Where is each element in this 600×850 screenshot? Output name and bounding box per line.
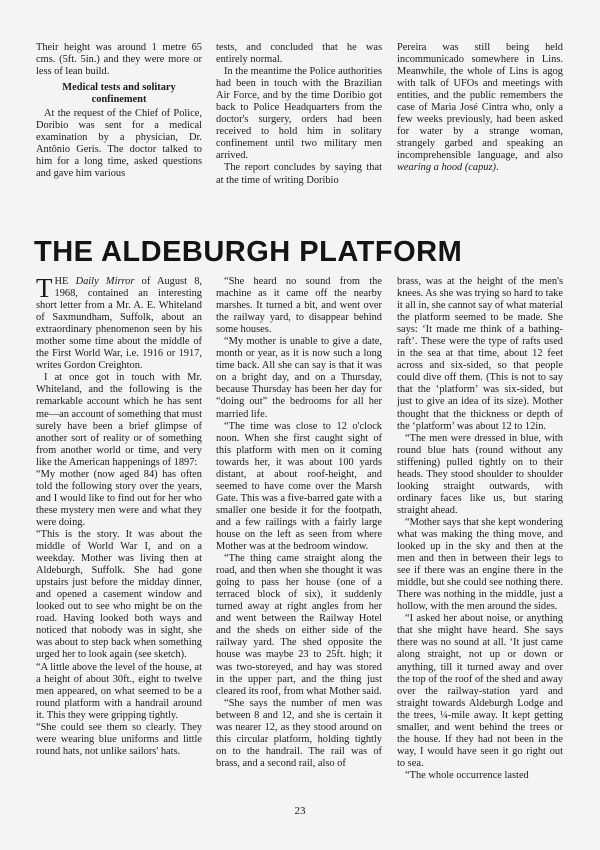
- paragraph: “Mother says that she kept wondering what was making the thing move, and looked up in the sky and then at the men and then in between their legs to see if there was an engine there in the middle, but she could see nothing there. There was nothing in the middle, just a hollow, with the men around the sides.: [397, 516, 563, 613]
- text-run: .: [496, 162, 499, 174]
- article-column-3: [397, 276, 563, 791]
- italic-text: Daily Mirror: [75, 276, 135, 287]
- paragraph: [36, 276, 202, 372]
- paragraph: “I asked her about noise, or anything that she might have heard. She says there was no sound at all. ‘It just came along straight, not up or down or anything, till it turned away and over the top of the roof of the shed and away over the railway-station yard and straight towards Aldeburgh Lodge and the trees, ¼-mile away. It kept getting smaller, and went behind the trees or the house. If they had not been in the way, I would have seen it go right out to sea.: [397, 613, 563, 769]
- article-headline: THE ALDEBURGH PLATFORM: [34, 236, 463, 268]
- paragraph: brass, was at the height of the men's knees. As she was trying so hard to take it all in, she cannot say of what material the platform seemed to be made. She says: ‘It made me think of a bathing-raft’. These were the type of rafts used in the sea at that time, about 12 feet across and six-sided, so that people could dive off them. (This is not to say that the ‘platform’ was six-sided, but just to give an idea of its size). Mother thought that the thickness or depth of the ‘platform’ was about 12 to 12in.: [397, 276, 563, 432]
- paragraph: “This is the story. It was about the middle of World War I, and on a weekday. Mother was living then at Aldeburgh, Suffolk. She had gone upstairs just before the midday dinner, and opened a casement window and looked out to see who might be on the road. Having looked both ways and noticed that nobody was in sight, she was about to step back when something urged her to look again (see sketch).: [36, 528, 202, 661]
- text-run: HE: [54, 276, 76, 287]
- paragraph: “She heard no sound from the machine as it came off the nearby marshes. It turned a bit, and went over the railway yard, to disappear behind some houses.: [216, 276, 382, 336]
- subheading-line: confinement: [91, 94, 147, 106]
- paragraph: I at once got in touch with Mr. Whiteland, and the following is the remarkable account which he has sent me—an account of something that must surely have been a brief glimpse of another sort of reality or of something from another world or time, and very like the American happenings of 1897:: [36, 372, 202, 468]
- top-column-1: [36, 42, 202, 230]
- paragraph: [397, 42, 563, 175]
- paragraph: At the request of the Chief of Police, Doribio was sent for a medical examination by a physician, Dr. Antônio Geris. The doctor talked to him for a long time, asked questions and gave him various: [36, 108, 202, 180]
- paragraph: “A little above the level of the house, at a height of about 30ft., eight to twelve men appeared, on what seemed to be a round platform with a handrail around it. This they were gripping tightly.: [36, 661, 202, 721]
- text-run: Pereira was still being held incommunicado somewhere in Lins. Meanwhile, the whole of Lins is agog with talk of UFOs and meetings with entities, and the public remembers the case of Maria José Cintra who, only a few weeks previously, had been asked for water by a strange woman, strangely garbed and speaking an incomprehensible language, and also: [397, 42, 563, 162]
- paragraph: “The thing came straight along the road, and then when she thought it was going to pass her house (one of a terraced block of six), it suddenly turned away at right angles from her and went between the Railway Hotel and the sheds on either side of the railway yard. The shed opposite the house was maybe 23 to 25ft. high; it was two-storeyed, and hay was stored in the upper part, and the thing just cleared its roof, from what Mother said.: [216, 553, 382, 697]
- subheading-line: Medical tests and solitary: [62, 82, 176, 94]
- paragraph: “The men were dressed in blue, with round blue hats (round without any stiffening) pulled tightly on to their heads. They stood shoulder to shoulder looking straight outwards, with ordinary faces like us, but staring straight ahead.: [397, 432, 563, 516]
- paragraph: tests, and concluded that he was entirely normal.: [216, 42, 382, 66]
- top-column-3: [397, 42, 563, 230]
- paragraph: Their height was around 1 metre 65 cms. (5ft. 5in.) and they were more or less of lean build.: [36, 42, 202, 78]
- paragraph: “The whole occurrence lasted: [405, 769, 529, 781]
- page-number: 23: [294, 805, 306, 817]
- paragraph: “The time was close to 12 o'clock noon. When she first caught sight of this platform with men on it coming towards her, it was about 100 yards distant, at about roof-height, and seemed to have come over the Marsh Gate. This was a five-barred gate with a smaller one beside it for the footpath, and a few railings with a fairly large house on the left as seen from where Mother was at the bedroom window.: [216, 420, 382, 553]
- paragraph: In the meantime the Police authorities had been in touch with the Brazilian Air Force, and by the time Doribio got back to Police Headquarters from the doctor's surgery, orders had been received to hold him in solitary confinement until two military men arrived.: [216, 66, 382, 162]
- text-run: of August 8, 1968, contained an interesting short letter from a Mr. A. E. Whiteland of Saxmundham, Suffolk, about an extraordinary phenomenon seen by his mother some time about the middle of the First World War, i.e. 1916 or 1917, writes Gordon Creighton.: [36, 276, 202, 372]
- article-column-1: [36, 276, 202, 791]
- drop-cap: T: [36, 276, 53, 303]
- top-column-2: [216, 42, 382, 230]
- article-column-2: [216, 276, 382, 791]
- section-subheading: [36, 82, 202, 106]
- italic-text: wearing a hood (capuz): [397, 162, 496, 174]
- paragraph: “My mother (now aged 84) has often told the following story over the years, and I would like to find out for her who these mystery men were and what they were doing.: [36, 468, 202, 528]
- paragraph: The report concludes by saying that at the time of writing Doribio: [216, 162, 382, 186]
- paragraph: “She could see them so clearly. They were wearing blue uniforms and little round hats, not unlike sailors' hats.: [36, 721, 202, 757]
- paragraph: “My mother is unable to give a date, month or year, as it is now such a long time back. All she can say is that it was on a bright day, and on a Thursday, because Thursday has been her day for “doing out” the bedrooms for all her married life.: [216, 336, 382, 420]
- paragraph: “She says the number of men was between 8 and 12, and she is certain it was nearer 12, as they stood around on this circular platform, holding tightly on to the handrail. The rail was of brass, and a second rail, also of: [216, 697, 382, 769]
